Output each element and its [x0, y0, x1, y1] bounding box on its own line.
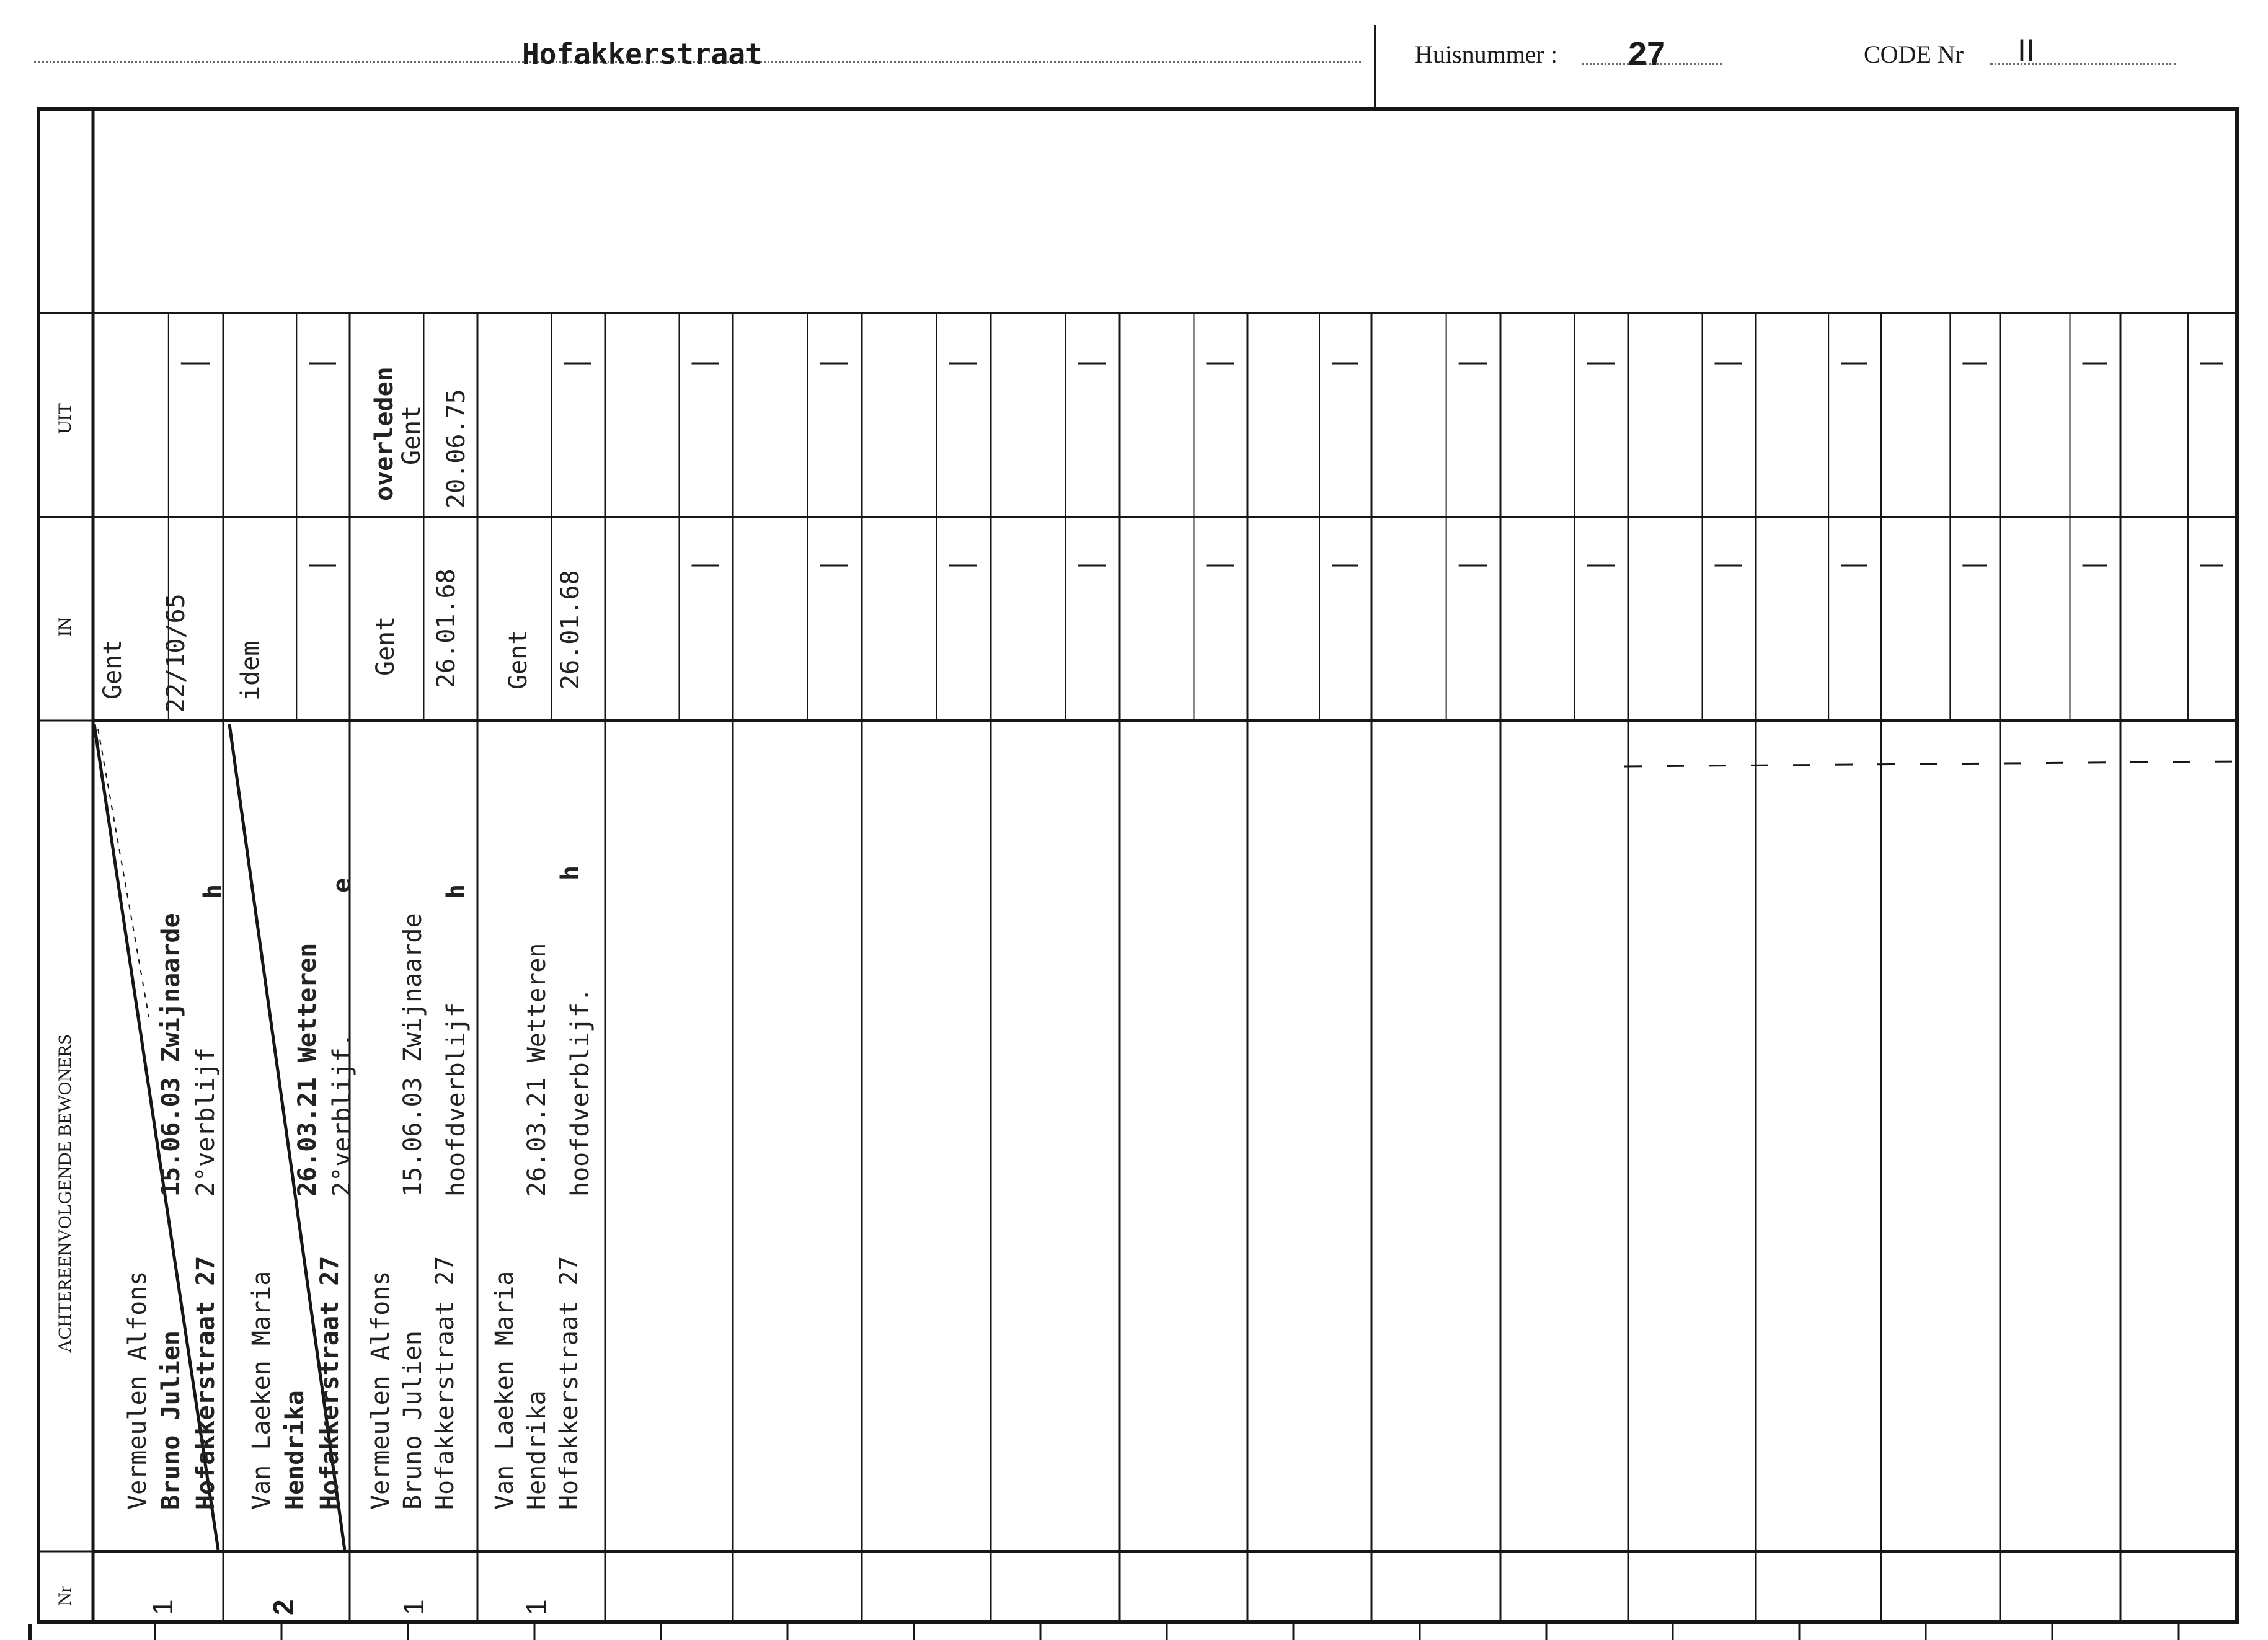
- resident-3-uit-place: overleden: [370, 366, 399, 501]
- bottom-ticks: [30, 1622, 2179, 1640]
- resident-2-birth: 26.03.21 Wetteren: [293, 942, 322, 1197]
- resident-2-in-place: idem: [236, 640, 265, 701]
- resident-1-in-place: Gent: [99, 639, 127, 699]
- resident-4-in-date: 26.01.68: [556, 570, 585, 689]
- resident-2-nr: 2: [267, 1599, 299, 1615]
- code-value: II: [2018, 33, 2035, 68]
- resident-1-name-line-1: Vermeulen Alfons: [123, 1270, 152, 1510]
- resident-1-address: Hofakkerstraat 27: [192, 1256, 220, 1510]
- resident-2-address: Hofakkerstraat 27: [316, 1256, 344, 1510]
- resident-4-name-line-2: Hendrika: [523, 1390, 551, 1510]
- resident-4-in-place: Gent: [504, 629, 533, 689]
- street-name: Hofakkerstraat: [522, 37, 763, 71]
- strike-resident-1-faint: [98, 729, 149, 1017]
- resident-3-in-place: Gent: [371, 616, 400, 676]
- bewoners-label: ACHTEREENVOLGENDE BEWONERS: [55, 1034, 75, 1353]
- resident-3-address: Hofakkerstraat 27: [431, 1256, 459, 1510]
- resident-2-residence: 2°verblijf.: [328, 1032, 357, 1197]
- resident-4-birth: 26.03.21 Wetteren: [523, 942, 551, 1197]
- huisnummer-label: Huisnummer :: [1415, 40, 1557, 68]
- resident-3-residence: hoofdverblijf: [442, 1002, 471, 1197]
- resident-3-nr: 1: [397, 1599, 430, 1615]
- resident-3-birth: 15.06.03 Zwijnaarde: [399, 913, 427, 1197]
- resident-4-nr: 1: [520, 1599, 552, 1615]
- resident-3-in-date: 26.01.68: [432, 569, 461, 688]
- resident-1-in-date: 22/10/65: [162, 593, 190, 713]
- dashed-mark-bewoners: [1624, 761, 2237, 766]
- resident-4-name-line-1: Van Laeken Maria: [490, 1270, 519, 1510]
- resident-1-name-line-2: Bruno Julien: [157, 1331, 185, 1510]
- resident-2-gender: e: [328, 877, 357, 893]
- resident-2-name-line-1: Van Laeken Maria: [247, 1270, 276, 1510]
- code-label: CODE Nr: [1864, 40, 1964, 68]
- empty-entry-marks: [181, 363, 2237, 766]
- resident-3-name-line-1: Vermeulen Alfons: [366, 1270, 395, 1510]
- resident-4-gender: h: [556, 865, 585, 880]
- resident-1-residence: 2°verblijf: [192, 1047, 220, 1197]
- resident-3-name-line-2: Bruno Julien: [399, 1331, 427, 1510]
- resident-1-nr: 1: [146, 1599, 179, 1615]
- uit-label: UIT: [55, 403, 75, 434]
- resident-1-gender: h: [199, 884, 228, 899]
- resident-4-address: Hofakkerstraat 27: [555, 1256, 583, 1510]
- resident-3-uit-place-2: Gent: [397, 405, 426, 465]
- huisnummer-value: 27: [1628, 35, 1666, 73]
- resident-3-gender: h: [442, 884, 471, 899]
- resident-3-uit-date: 20.06.75: [442, 389, 471, 508]
- resident-4-residence: hoofdverblijf.: [566, 987, 595, 1197]
- resident-1-birth: 15.06.03 Zwijnaarde: [157, 913, 185, 1197]
- in-label: IN: [55, 617, 75, 637]
- nr-label: Nr: [55, 1586, 75, 1606]
- resident-2-name-line-2: Hendrika: [281, 1390, 309, 1510]
